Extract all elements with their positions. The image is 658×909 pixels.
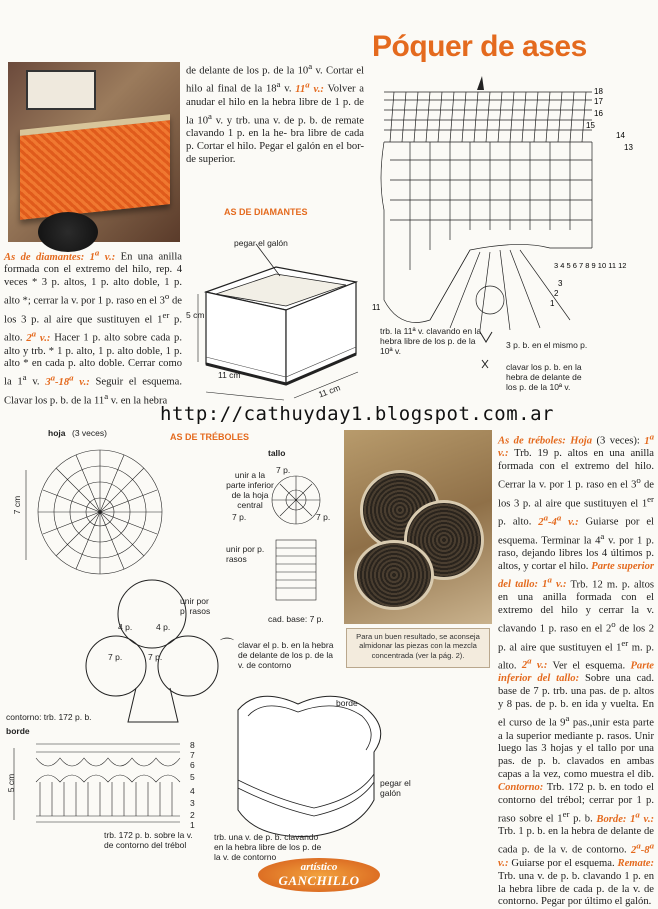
text-run: Volver a anudar el [186,83,365,108]
text-run: v.: [498,857,509,869]
text-run: Guiarse por el esquema. [508,857,618,869]
legend-clavar: clavar los p. b. en la hebra de delante de los p. de la 10ª v. [506,362,582,392]
chart-row-17: 17 [594,97,603,106]
text-sup: a [31,328,37,339]
text-run: Trb. una v. de p. b. clavando 1 p. en la hebra libre de cada p. de la v. de contorno. Pegar por último el galón. [498,870,654,908]
text-run: p. b. [569,813,597,825]
text-run: v.: [531,660,548,672]
text-run: v. en la hebra [108,395,168,407]
label-borde-note2: trb. una v. de p. b. clavando en la hebra libre de los p. de la v. de contorno [214,832,322,862]
label-hoja-veces: (3 veces) [72,428,107,438]
text-run: 2 [521,660,528,672]
text-sup: o [636,475,641,486]
text-run: de los 3 p. al aire que sustituyen el 1 [4,295,182,326]
text-run: As de diamantes: 1 [4,251,95,263]
text-sup: a [635,808,640,819]
chart-row-18: 18 [594,87,603,96]
treboles-instructions [498,430,654,909]
text-run: Sobre una cad. base de 7 p. trb. una pas. de p. altos y 8 pas. de p. b. en ida y vuelta. En el curso de la 9 [498,673,654,729]
text-run: 2 [631,844,637,856]
text-run: Remate: [617,857,654,869]
label-unir-rasos: unir por p. rasos [226,544,265,564]
text-run: Cortar el hilo al final de la 18 [186,65,365,95]
label-hoja: hoja [48,428,66,438]
text-run: Trb. 12 m. p. altos en una anilla formada con el extremo del hilo y cerrar la v. clavando 1 p. raso en el 2 [498,579,654,635]
text-run: v. [284,83,296,95]
label-hoja-7cm: 7 cm [12,495,23,515]
label-7p-clover-left: 7 p. [108,652,123,662]
text-run: 1 [644,435,650,447]
page-title: Póquer de ases [372,30,587,63]
logo-top-text: artístico [300,861,338,873]
text-run: bra libre de cada p. Cortar el [186,128,364,153]
text-sup: a [649,840,654,851]
text-run: Parte superior del tallo: 1 [498,560,655,591]
text-run: 2 [26,332,32,344]
label-box-height: 5 cm [186,310,205,320]
label-4p-left: 4 p. [118,622,133,632]
borde-row-1: 1 [190,820,195,830]
label-box-depth: 11 cm [218,370,241,380]
text-run: v. [312,65,323,77]
text-sup: a [305,79,310,90]
text-run: As de tréboles: Hoja [498,435,593,447]
text-run: Seguir el esquema. Clavar los p. b. de la 11 [4,376,182,407]
borde-row-5: 5 [190,772,195,782]
label-unir-por: unir por [180,596,209,606]
legend-3pb: 3 p. b. en el mismo p. [506,340,588,350]
text-run: 2 [538,516,544,528]
text-run: v.: [498,448,509,460]
text-run: 11 [295,83,306,95]
text-sup: a [565,713,570,724]
text-run: hilo. Pegar el galón en el bor- [237,141,365,153]
label-7p-left: 7 p. [232,512,247,522]
clover-leaf-image [354,540,434,610]
text-run: En una anilla formada con el extremo del hilo, rep. 4 veces * 3 p. altos, 1 p. alto doble, 1 p. alto *; cerrar la v. por 1 p. raso en el 3 [4,251,182,307]
text-run: p. alto. [4,314,183,344]
section-title-treboles: AS DE TRÉBOLES [170,432,250,442]
text-run: de los 3 p. al aire que sustituyen el 1 [498,479,654,510]
blog-url: http://cathuyday1.blogspot.com.ar [160,403,554,425]
top-instructions [186,60,364,167]
text-run: v.: [639,813,654,825]
text-run: v.: [561,516,579,528]
text-sup: a [636,840,641,851]
label-contorno: contorno: trb. 172 p. b. [6,712,92,722]
text-run: hilo en la hebra libre de 1 p. de [228,96,364,108]
text-sup: a [556,512,562,523]
text-run: v.: [551,579,567,591]
ganchillo-logo [258,858,380,892]
label-pegar-galon-box: pegar el galón [234,238,288,248]
text-run: (3 veces): [592,435,645,447]
clover-box-photo [344,430,492,624]
text-run: Hacer 1 p. alto sobre cada p. alto y trb. * 1 p. alto, 1 p. alto doble, 1 p. alto * en cada p. alto doble. Cerrar como la 1 [4,332,182,388]
text-run: Guiarse por el esquema. Terminar la 4 [498,516,654,547]
label-7p-clover-right: 7 p. [148,652,163,662]
text-run: Trb. 1 p. b. en la hebra de delante de cada p. de la v. de contorno. [498,826,654,856]
label-borde: borde [6,726,30,736]
logo-bottom-text: GANCHILLO [278,873,360,888]
label-4p-right: 4 p. [156,622,171,632]
borde-row-7: 7 [190,750,195,760]
text-run: -18 [55,376,70,388]
text-run: m. p. alto. [498,642,654,672]
text-run: p. alto. [498,516,539,528]
orange-crochet-box-image [20,114,170,220]
text-run: pas.,unir esta parte a la superior mediante p. rasos. Unir luego las 3 hojas y el tallo por una pas. de p. b. clavados en ambas capas a la vez, como muestra el dib. [498,717,654,781]
text-run: de delante de los p. de la 10 [186,65,309,77]
diamantes-instructions [4,246,182,408]
borde-row-6: 6 [190,760,195,770]
text-run: de superior. [186,154,236,166]
label-unir-hoja-central: unir a la parte inferior de la hoja central [226,470,274,510]
text-run: Trb. 172 p. b. en todo el contorno del trébol; cerrar por 1 p. raso sobre el 1 [498,782,654,825]
label-borde-5cm: 5 cm [6,773,17,793]
chart-row-15: 15 [586,121,595,130]
chart-row-13: 13 [624,143,633,152]
text-run: v.: [99,251,116,263]
chart-left-2: 2 [554,289,559,298]
label-7p-top: 7 p. [276,465,291,475]
text-sup: o [611,619,616,630]
text-sup: a [527,655,532,666]
text-sup: a [543,512,548,523]
text-sup: a [69,372,74,383]
borde-row-3: 3 [190,798,195,808]
chart-base-numbers: 3 4 5 6 7 8 9 10 11 12 [554,261,627,270]
text-sup: er [621,637,629,648]
borde-row-4: 4 [190,786,195,796]
text-run: Trb. 19 p. altos en una anilla formada con el extremo del hilo. Cerrar la v. por 1 p. raso en el 3 [498,448,654,491]
text-run: 3 [45,376,51,388]
text-sup: a [22,372,27,383]
text-sup: a [94,247,100,257]
diamond-box-photo [8,62,180,242]
label-tallo: tallo [268,448,286,458]
section-title-diamantes: AS DE DIAMANTES [224,207,308,217]
text-sup: a [50,372,56,383]
text-run: v.: [309,83,324,95]
text-sup: a [208,110,212,121]
borde-chart [8,738,208,828]
text-run: Parte inferior del tallo: [498,660,654,685]
text-sup: a [308,61,313,71]
chart-side-11: 11 [372,303,381,312]
label-borde-note: trb. 172 p. b. sobre la v. de contorno del trébol [104,830,193,850]
label-7p-right: 7 p. [316,512,331,522]
text-run: Ver el esquema. [547,660,626,672]
label-cad-base: cad. base: 7 p. [268,614,324,624]
chart-row-16: 16 [594,109,603,118]
text-run: remate clavando 1 p. en la he- [186,115,364,140]
label-borde-3d: borde [336,698,358,708]
text-sup: a [649,431,654,441]
text-sup: er [562,808,570,819]
text-run: la 10 [186,115,209,127]
tip-note-box: Para un buen resultado, se aconseja almidonar las piezas con la mezcla concentrada (ver la pág. 2). [346,628,490,668]
text-sup: er [162,309,170,320]
text-sup: a [104,390,109,401]
text-run: -8 [640,844,650,856]
label-pegar-galon-clover: pegar el galón [380,778,411,798]
diamond-box-diagram [186,222,376,402]
text-run: v.: [36,332,51,344]
chart-note-11: trb. la 11ª v. clavando en la hebra libre de los p. de la 10ª v. [380,326,482,356]
text-run: v. [26,376,46,388]
label-box-width: 11 cm [316,382,342,400]
text-run: de los 2 p. al aire que sustituyen el 1 [498,623,654,654]
legend-x-symbol: ⌒ [220,637,234,653]
text-run: v.: [73,376,90,388]
text-run: -4 [547,516,557,528]
label-p-rasos: p. rasos [180,606,211,616]
text-sup: a [600,530,605,541]
chart-left-3: 3 [558,279,563,288]
text-sup: a [276,79,281,90]
borde-row-2: 2 [190,810,195,820]
text-sup: o [164,291,170,302]
text-run: Borde: 1 [596,813,636,825]
playing-card-image [26,70,96,110]
text-run: v. y trb. una v. de p. b. de [211,115,332,127]
text-sup: a [547,574,552,585]
text-run: v. por 1 p. raso, dejando libres los 4 últimos p. altos, y cortar el hilo. [498,535,655,572]
text-run: Contorno: [498,782,544,794]
label-clavar-contorno: clavar el p. b. en la hebra de delante de los p. de la v. de contorno [238,640,334,670]
chart-row-14: 14 [616,131,625,140]
leaf-chart [20,440,180,580]
borde-row-8: 8 [190,740,195,750]
chart-left-1: 1 [550,299,555,308]
text-sup: er [647,493,654,504]
